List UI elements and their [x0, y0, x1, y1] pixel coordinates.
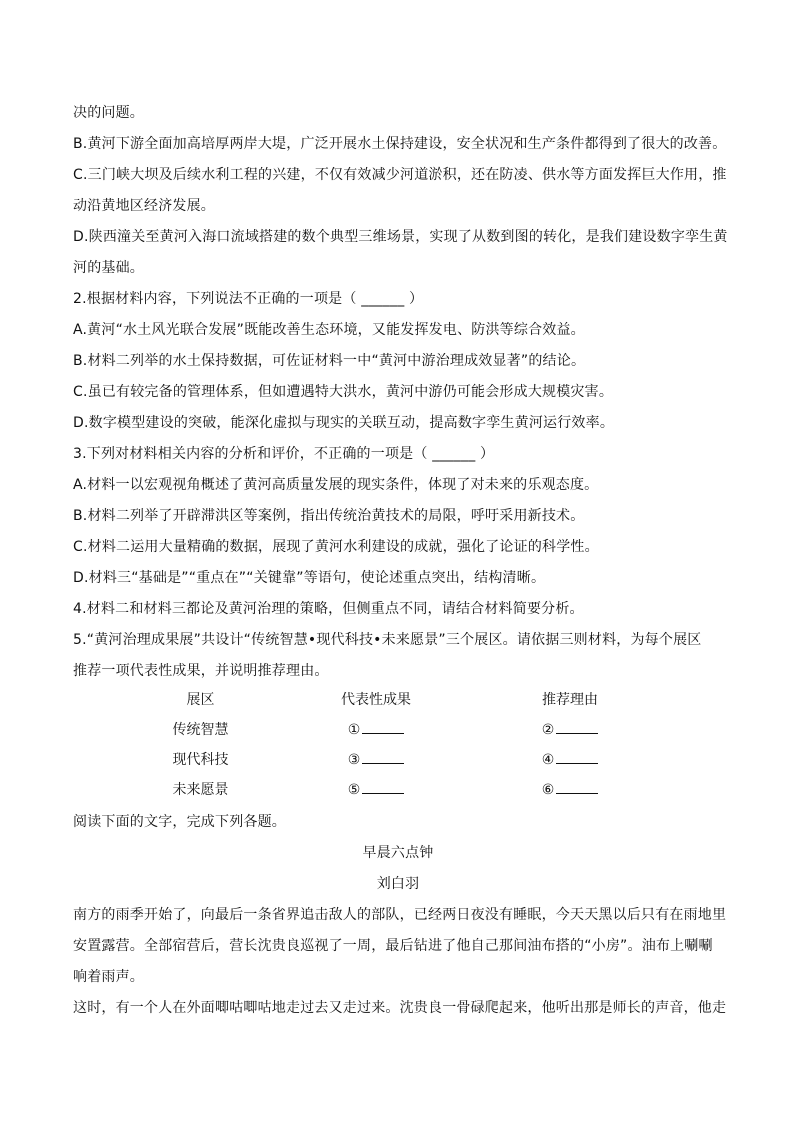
option-d-line: D.陕西潼关至黄河入海口流域搭建的数个典型三维场景，实现了从数到图的转化，是我们建设数字孪生黄 — [73, 229, 728, 245]
question-3-stem: 3.下列对材料相关内容的分析和评价，不正确的一项是（ ______ ） — [73, 446, 495, 462]
option-d-line: D.数字模型建设的突破，能深化虚拟与现实的关联互动，提高数字孪生黄河运行效率。 — [73, 415, 615, 431]
option-a-line: A.黄河“水土风光联合发展”既能改善生态环境，又能发挥发电、防洪等综合效益。 — [73, 322, 585, 338]
zone-label: 未来愿景 — [172, 782, 229, 798]
document-page — [73, 98, 728, 1024]
option-c-line: C.材料二运用大量精确的数据，展现了黄河水利建设的成就，强化了论证的科学性。 — [73, 539, 599, 555]
story-text-block — [73, 900, 727, 1024]
option-c-line: C.三门峡大坝及后续水利工程的兴建，不仅有效减少河道淤积，还在防凌、供水等方面发挥巨大作用，推 — [73, 167, 727, 183]
option-d-line: D.材料三“基础是”“重点在”“关键靠”等语句，使论述重点突出，结构清晰。 — [73, 570, 546, 586]
answer-blank-1[interactable]: ① — [331, 715, 421, 745]
answer-blank-6[interactable]: ⑥ — [525, 775, 615, 805]
text-line: 决的问题。 — [73, 105, 144, 121]
table-row — [73, 745, 723, 775]
answer-blank-3[interactable]: ③ — [331, 745, 421, 775]
question-2-stem: 2.根据材料内容，下列说法不正确的一项是（ ______ ） — [73, 291, 424, 307]
option-b-line: B.黄河下游全面加高培厚两岸大堤，广泛开展水土保持建设，安全状况和生产条件都得到了很大的改善。 — [73, 136, 727, 152]
table-row — [73, 715, 723, 745]
story-line: 响着雨声。 — [73, 969, 144, 985]
header-zone: 展区 — [186, 692, 215, 708]
option-a-line: A.材料一以宏观视角概述了黄河高质量发展的现实条件，体现了对未来的乐观态度。 — [73, 477, 599, 493]
text-line: 推荐一项代表性成果，并说明推荐理由。 — [73, 663, 329, 679]
option-b-line: B.材料二列举的水土保持数据，可佐证材料一中“黄河中游治理成效显著”的结论。 — [73, 353, 586, 369]
answer-blank-4[interactable]: ④ — [525, 745, 615, 775]
question-4-stem: 4.材料二和材料三都论及黄河治理的策略，但侧重点不同，请结合材料简要分析。 — [73, 601, 584, 617]
answer-blank-2[interactable]: ② — [525, 715, 615, 745]
zone-label: 现代科技 — [172, 752, 229, 768]
story-line: 这时，有一个人在外面唧咕唧咕地走过去又走过来。沈贵良一骨碌爬起来，他听出那是师长的声音，他走 — [73, 1000, 727, 1016]
option-b-line: B.材料二列举了开辟滞洪区等案例，指出传统治黄技术的局限，呼吁采用新技术。 — [73, 508, 585, 524]
zone-label: 传统智慧 — [172, 722, 229, 738]
text-line: 河的基础。 — [73, 260, 144, 276]
exhibition-table — [73, 685, 723, 807]
header-reason: 推荐理由 — [542, 692, 598, 708]
reading-instruction: 阅读下面的文字，完成下列各题。 — [73, 814, 286, 830]
table-header-row — [73, 685, 723, 715]
text-line: 动沿黄地区经济发展。 — [73, 198, 215, 214]
question-text-block — [73, 98, 728, 687]
table-row — [73, 775, 723, 805]
story-line: 南方的雨季开始了，向最后一条省界追击敌人的部队，已经两日夜没有睡眠，今天天黑以后只有在雨地里 — [73, 907, 727, 923]
story-line: 安置露营。全部宿营后，营长沈贵良巡视了一周，最后钻进了他自己那间油布搭的“小房”。油布上唰唰 — [73, 938, 713, 954]
option-c-line: C.虽已有较完备的管理体系，但如遭遇特大洪水，黄河中游仍可能会形成大规模灾害。 — [73, 384, 614, 400]
story-title: 早晨六点钟 — [362, 845, 434, 861]
story-author: 刘白羽 — [376, 876, 420, 892]
answer-blank-5[interactable]: ⑤ — [331, 775, 421, 805]
question-5-stem: 5.“黄河治理成果展”共设计“传统智慧•现代科技•未来愿景”三个展区。请依据三则材料，为每个展区 — [73, 632, 702, 648]
header-achievement: 代表性成果 — [341, 692, 411, 708]
